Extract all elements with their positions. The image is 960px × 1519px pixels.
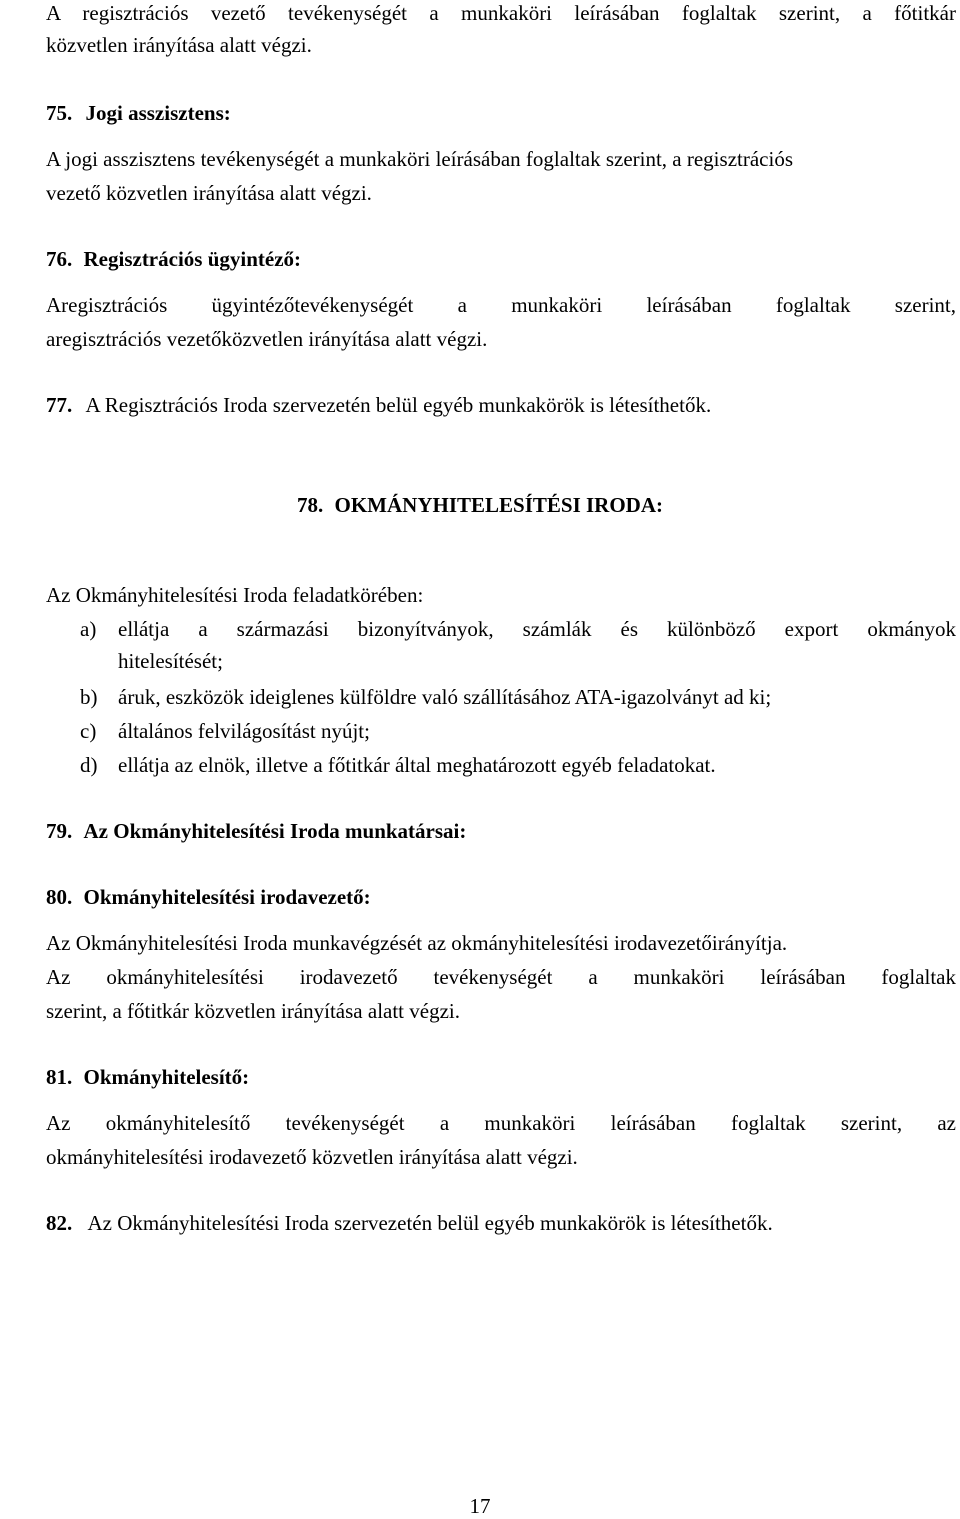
list-item-label: c)	[80, 719, 97, 743]
section-title: Jogi asszisztens:	[85, 101, 231, 125]
list-item-text: általános felvilágosítást nyújt;	[118, 719, 370, 743]
section-number: 80.	[46, 885, 73, 909]
section-heading-78	[0, 492, 960, 518]
paragraph-line: szerint, a főtitkár közvetlen irányítása alatt végzi.	[46, 999, 460, 1023]
list-item-text: ellátja az elnök, illetve a főtitkár által meghatározott egyéb feladatokat.	[118, 753, 716, 777]
paragraph-line: A regisztrációs vezető tevékenységét a munkaköri leírásában foglaltak szerint, a főtitkár	[46, 1, 956, 25]
list-item	[80, 752, 716, 778]
section-intro: Az Okmányhitelesítési Iroda feladatkörében:	[46, 583, 424, 607]
list-item-label: b)	[80, 685, 98, 709]
paragraph-line: Az Okmányhitelesítési Iroda munkavégzését az okmányhitelesítési irodavezetőirányítja.	[46, 931, 788, 955]
section-title: Regisztrációs ügyintéző:	[83, 247, 302, 271]
section-title: Okmányhitelesítési irodavezető:	[83, 885, 371, 909]
section-heading-75	[46, 100, 231, 126]
list-item	[80, 718, 370, 744]
list-item	[80, 616, 956, 642]
paragraph-line: A jogi asszisztens tevékenységét a munkaköri leírásában foglaltak szerint, a regisztrációs	[46, 147, 793, 171]
paragraph-line: aregisztrációs vezetőközvetlen irányítása alatt végzi.	[46, 327, 488, 351]
paragraph-line: Az okmányhitelesítő tevékenységét a munkaköri leírásában foglaltak szerint, az	[46, 1111, 956, 1135]
list-item-continuation: hitelesítését;	[118, 649, 223, 673]
section-number: 76.	[46, 247, 73, 271]
section-number: 81.	[46, 1065, 73, 1089]
section-title: OKMÁNYHITELESÍTÉSI IRODA:	[334, 493, 663, 517]
section-number: 82.	[46, 1211, 73, 1235]
paragraph-line: Az okmányhitelesítési irodavezető tevékenységét a munkaköri leírásában foglaltak	[46, 965, 956, 989]
section-text: A Regisztrációs Iroda szervezetén belül egyéb munkakörök is létesíthetők.	[85, 393, 712, 417]
section-77	[46, 392, 711, 418]
list-item-label: d)	[80, 753, 98, 777]
section-number: 79.	[46, 819, 73, 843]
section-82	[46, 1210, 773, 1236]
section-number: 78.	[297, 493, 324, 517]
paragraph-line: Aregisztrációs ügyintézőtevékenységét a munkaköri leírásában foglaltak szerint,	[46, 293, 956, 317]
section-title: Okmányhitelesítő:	[83, 1065, 250, 1089]
paragraph-line: közvetlen irányítása alatt végzi.	[46, 33, 312, 57]
section-text: Az Okmányhitelesítési Iroda szervezetén belül egyéb munkakörök is létesíthetők.	[87, 1211, 773, 1235]
list-item-label: a)	[80, 617, 97, 641]
paragraph-line: okmányhitelesítési irodavezető közvetlen irányítása alatt végzi.	[46, 1145, 578, 1169]
section-heading-76	[46, 246, 301, 272]
list-item-text: ellátja a származási bizonyítványok, számlák és különböző export okmányok	[118, 617, 956, 641]
section-number: 75.	[46, 101, 73, 125]
section-title: Az Okmányhitelesítési Iroda munkatársai:	[83, 819, 467, 843]
section-heading-81	[46, 1064, 249, 1090]
page-number: 17	[469, 1494, 491, 1518]
list-item	[80, 684, 771, 710]
section-heading-80	[46, 884, 371, 910]
section-number: 77.	[46, 393, 73, 417]
paragraph-line: vezető közvetlen irányítása alatt végzi.	[46, 181, 372, 205]
section-heading-79	[46, 818, 466, 844]
list-item-text: áruk, eszközök ideiglenes külföldre való szállításához ATA-igazolványt ad ki;	[118, 685, 772, 709]
